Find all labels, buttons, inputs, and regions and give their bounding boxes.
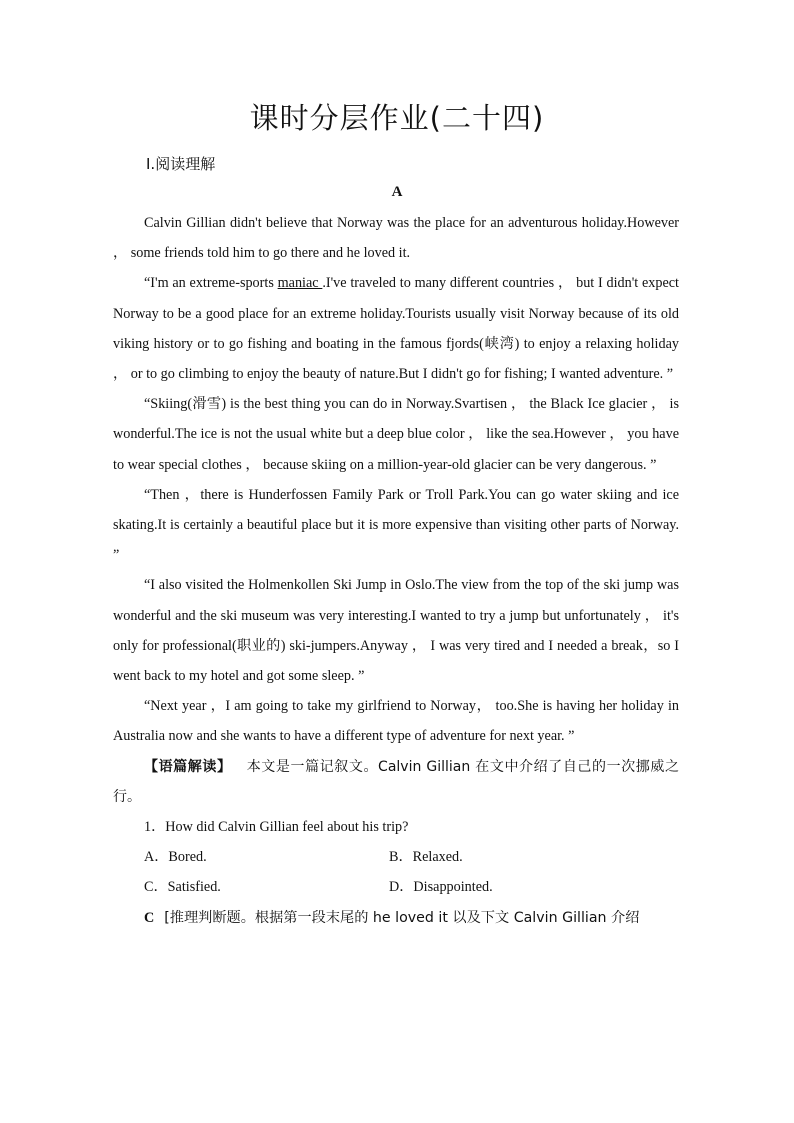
question-1 xyxy=(113,812,679,842)
analysis-text: 本文是一篇记叙文。Calvin Gillian 在文中介绍了自己的一次挪威之行。 xyxy=(113,758,679,805)
question-text: How did Calvin Gillian feel about his trip? xyxy=(165,819,409,836)
passage-analysis xyxy=(113,752,679,812)
paragraph-2-rest: .I've traveled to many different countries ， but I didn't expect Norway to be a good place for an extreme holiday.Tourists usually visit Norway because of its old viking history or to go fishing and boating in the famous fjords(峡湾) to enjoy a relaxing holiday ， or to go climbing to enjoy the beauty of nature.But I didn't go for fishing; I wanted adventure. ” xyxy=(113,275,680,383)
answer-letter: C xyxy=(144,909,155,926)
paragraph-4: “Then ，there is Hunderfossen Family Park or Troll Park.You can go water skiing and ice skating.It is certainly a beautiful place but it is more expensive than visiting other parts of Norway. ” xyxy=(113,486,679,564)
underlined-word: maniac xyxy=(277,275,323,292)
passage-letter: A xyxy=(391,184,403,200)
analysis-label: 【语篇解读】 xyxy=(144,758,232,775)
paragraph-6: “Next year ，I am going to take my girlfriend to Norway， too.She is having her holiday in Australia now and she wants to have a different type of adventure for next year. ” xyxy=(113,698,679,745)
paragraph-5: “I also visited the Holmenkollen Ski Jump in Oslo.The view from the top of the ski jump was wonderful and the ski museum was very interesting.I wanted to try a jump but unfortunately ， it's only for professional(职业的) ski-jumpers.Anyway ， I was very tired and I needed a break，so I went back to my hotel and got some sleep. ” xyxy=(113,577,679,685)
paragraph-1: Calvin Gillian didn't believe that Norway was the place for an adventurous holiday.However ， some friends told him to go there and he loved it. xyxy=(113,215,679,262)
answer-line xyxy=(113,903,679,933)
option-b: B．Relaxed. xyxy=(389,849,463,866)
passage-body xyxy=(113,208,679,933)
question-number: 1． xyxy=(144,819,166,836)
option-c: C．Satisfied. xyxy=(144,879,221,896)
options-row-2 xyxy=(113,872,679,902)
paragraph-2 xyxy=(113,268,679,389)
paragraph-2-start: “I'm an extreme-sports xyxy=(144,275,278,292)
page-title: 课时分层作业(二十四) xyxy=(249,101,545,135)
section-heading: Ⅰ.阅读理解 xyxy=(146,155,216,173)
paragraph-3: “Skiing(滑雪) is the best thing you can do in Norway.Svartisen ， the Black Ice glacier ， is wonderful.The ice is not the usual white but a deep blue color ， like the sea.However ， you have to wear special clothes ， because skiing on a million-year-old glacier can be very dangerous. ” xyxy=(113,396,679,473)
option-a: A．Bored. xyxy=(144,849,207,866)
options-row-1 xyxy=(113,842,679,872)
answer-explanation: [推理判断题。根据第一段末尾的 he loved it 以及下文 Calvin Gillian 介绍 xyxy=(164,909,640,926)
option-d: D．Disappointed. xyxy=(389,879,493,896)
